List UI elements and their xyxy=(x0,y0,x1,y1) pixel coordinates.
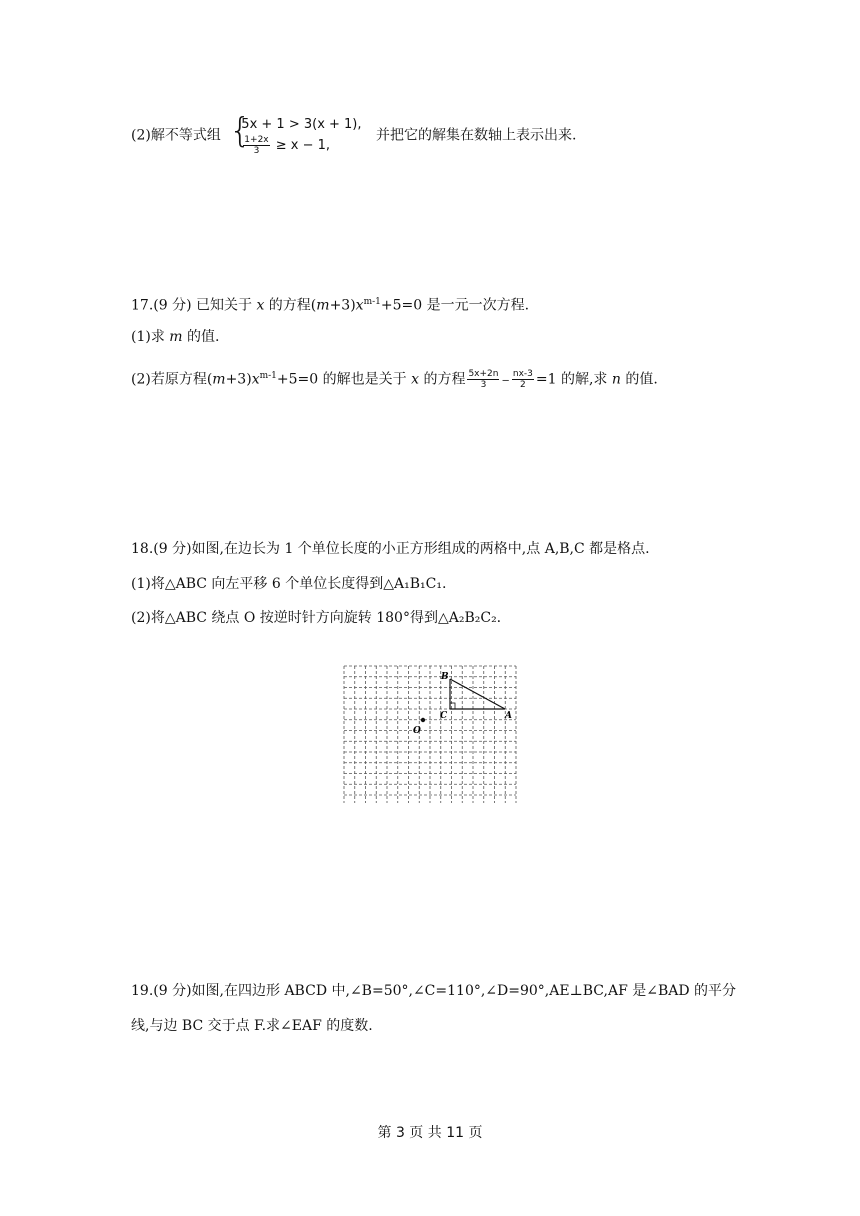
q17-p2-text-f: 的值. xyxy=(620,371,658,388)
inequality-2-rest: ≥ x − 1, xyxy=(275,138,331,153)
q17-p2-text-e: =1 的解,求 xyxy=(535,371,612,388)
fraction-numerator: 1+2x xyxy=(244,135,269,145)
q17-part1 xyxy=(131,327,219,347)
q18-part2: (2)将△ABC 绕点 O 按逆时针方向旋转 180°得到△A₂B₂C₂. xyxy=(131,610,502,626)
fraction-denominator: 3 xyxy=(480,380,487,391)
q17-text-b: 的方程( xyxy=(264,297,317,314)
q17-p1-text-a: (1)求 xyxy=(131,329,170,345)
q18-part1: (1)将△ABC 向左平移 6 个单位长度得到△A₁B₁C₁. xyxy=(131,576,447,592)
q17-p2-text-b: +3) xyxy=(225,371,252,388)
page-footer: 第 3 页 共 11 页 xyxy=(377,1125,483,1141)
fraction-numerator: nx-3 xyxy=(512,369,533,380)
label-a: A xyxy=(505,711,512,721)
q18-header: 18.(9 分)如图,在边长为 1 个单位长度的小正方形组成的两格中,点 A,B,C 都是格点. xyxy=(131,541,650,557)
var-m: m xyxy=(212,371,226,388)
inequality-2 xyxy=(241,135,361,156)
var-m: m xyxy=(169,329,183,345)
q17-p2-text-a: (2)若原方程( xyxy=(131,371,213,388)
q17-p2-text-c: +5=0 的解也是关于 xyxy=(276,371,412,388)
label-b: B xyxy=(441,672,449,682)
point-o xyxy=(421,718,425,722)
grid-figure xyxy=(343,665,519,803)
q16-part2 xyxy=(131,111,577,156)
var-x: x xyxy=(251,371,260,388)
q17-header xyxy=(131,292,529,316)
fraction-2 xyxy=(512,369,534,390)
q16-suffix: 并把它的解集在数轴上表示出来. xyxy=(375,127,577,144)
exponent: m-1 xyxy=(363,297,381,307)
inequality-1: 5x + 1 > 3(x + 1), xyxy=(241,117,362,132)
fraction-numerator: 5x+2n xyxy=(468,369,499,380)
q17-p1-text-b: 的值. xyxy=(182,329,220,345)
fraction-1 xyxy=(467,369,499,390)
exponent: m-1 xyxy=(259,371,277,381)
q19-line1: 19.(9 分)如图,在四边形 ABCD 中,∠B=50°,∠C=110°,∠D=90°,AE⊥BC,AF 是∠BAD 的平分 xyxy=(131,983,737,999)
grid-lines xyxy=(344,666,516,803)
q17-text-c: +3) xyxy=(329,297,356,314)
var-x: x xyxy=(355,297,364,314)
fraction-denominator: 3 xyxy=(253,146,260,156)
q17-part2 xyxy=(131,366,658,392)
var-m: m xyxy=(316,297,330,314)
var-n: n xyxy=(611,371,621,388)
label-c: C xyxy=(440,711,448,721)
segment-ba xyxy=(450,679,505,709)
minus-sign: − xyxy=(501,375,510,387)
var-x: x xyxy=(411,371,419,388)
q17-text-d: +5=0 是一元一次方程. xyxy=(380,297,530,314)
q16-prefix: (2)解不等式组 xyxy=(131,127,221,144)
q17-p2-text-d: 的方程 xyxy=(419,371,466,388)
q17-text-a: 17.(9 分) 已知关于 xyxy=(131,297,257,314)
inequality-system xyxy=(229,111,362,156)
brace-symbol: { xyxy=(229,111,251,151)
fraction-denominator: 2 xyxy=(520,380,526,391)
label-o: O xyxy=(413,726,421,736)
var-x: x xyxy=(256,297,265,314)
right-angle-mark xyxy=(450,703,455,709)
q19-line2: 线,与边 BC 交于点 F.求∠EAF 的度数. xyxy=(131,1018,373,1034)
